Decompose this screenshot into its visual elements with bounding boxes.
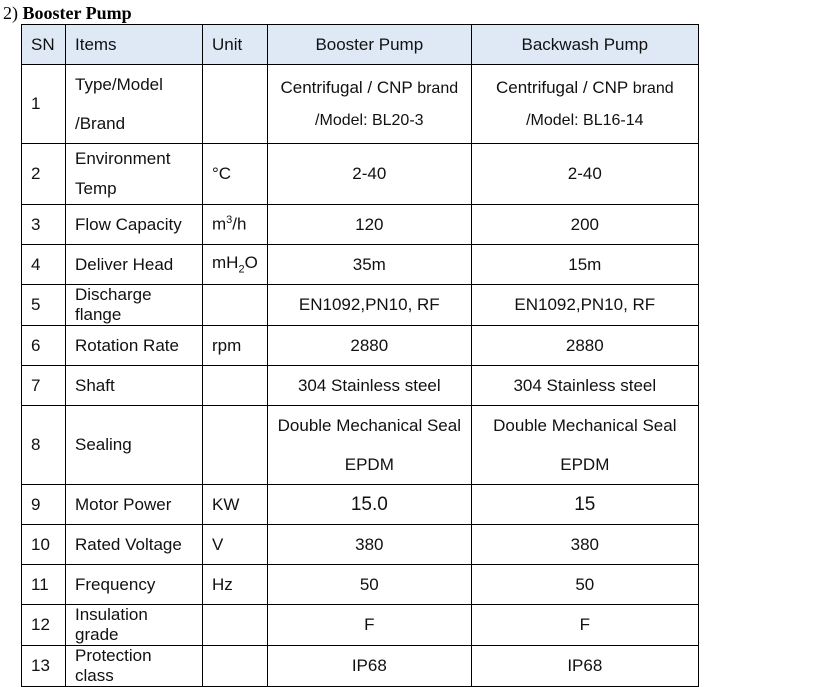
value-text: /Model: BL16-14 [526, 111, 644, 129]
cell-unit: Hz [203, 565, 268, 605]
value-text: EPDM [560, 455, 610, 474]
cell-backwash: 200 [471, 205, 698, 245]
item-line: Environment [75, 149, 171, 168]
cell-item: Rotation Rate [66, 326, 203, 366]
pump-spec-table [21, 24, 699, 687]
cell-unit [203, 406, 268, 485]
cell-sn: 8 [22, 406, 66, 485]
value-text: Centrifugal / CNP [496, 77, 633, 97]
cell-unit [203, 366, 268, 406]
table-row [22, 366, 699, 406]
cell-item: Shaft [66, 366, 203, 406]
cell-booster: 35m [267, 245, 471, 285]
table-row [22, 285, 699, 326]
cell-sn: 11 [22, 565, 66, 605]
table-row [22, 144, 699, 205]
cell-backwash: 380 [471, 525, 698, 565]
unit-text: m [212, 214, 227, 234]
cell-sn: 9 [22, 485, 66, 525]
section-title: Booster Pump [22, 3, 132, 23]
cell-item: Motor Power [66, 485, 203, 525]
value-text: Centrifugal / CNP [280, 77, 418, 97]
cell-backwash: 50 [471, 565, 698, 605]
cell-backwash: F [471, 605, 698, 646]
header-booster-pump: Booster Pump [267, 25, 471, 65]
value-text: /Model: BL20-3 [315, 111, 424, 129]
cell-sn: 10 [22, 525, 66, 565]
item-line: Temp [75, 179, 117, 198]
value-text: Double Mechanical Seal [493, 416, 677, 435]
header-items: Items [66, 25, 203, 65]
cell-sn: 13 [22, 646, 66, 687]
value-text: brand [632, 79, 674, 97]
table-row [22, 406, 699, 485]
cell-item: Rated Voltage [66, 525, 203, 565]
cell-unit [203, 65, 268, 144]
cell-unit: KW [203, 485, 268, 525]
cell-booster: 2880 [267, 326, 471, 366]
header-unit: Unit [203, 25, 268, 65]
cell-booster: 50 [267, 565, 471, 605]
cell-backwash: 2-40 [471, 144, 698, 205]
item-line: /Brand [75, 114, 126, 133]
cell-booster [267, 65, 471, 144]
cell-item: Discharge flange [66, 285, 203, 326]
cell-sn: 3 [22, 205, 66, 245]
table-row [22, 65, 699, 144]
cell-booster: 15.0 [267, 485, 471, 525]
table-header-row [22, 25, 699, 65]
cell-sn: 6 [22, 326, 66, 366]
cell-backwash: IP68 [471, 646, 698, 687]
cell-sn: 4 [22, 245, 66, 285]
cell-booster: 2-40 [267, 144, 471, 205]
cell-booster: 304 Stainless steel [267, 366, 471, 406]
cell-sn: 7 [22, 366, 66, 406]
cell-sn: 5 [22, 285, 66, 326]
cell-unit [203, 205, 268, 245]
cell-unit: °C [203, 144, 268, 205]
table-row [22, 525, 699, 565]
unit-text: mH [212, 253, 239, 273]
cell-booster: 120 [267, 205, 471, 245]
cell-backwash [471, 406, 698, 485]
unit-text: O [244, 253, 258, 273]
cell-backwash: EN1092,PN10, RF [471, 285, 698, 326]
table-row [22, 646, 699, 687]
table-row [22, 205, 699, 245]
cell-booster [267, 406, 471, 485]
cell-unit: V [203, 525, 268, 565]
cell-backwash: 15m [471, 245, 698, 285]
cell-unit: rpm [203, 326, 268, 366]
unit-superscript: 3 [226, 214, 233, 227]
cell-sn: 1 [22, 65, 66, 144]
cell-unit [203, 245, 268, 285]
unit-text: /h [232, 214, 247, 234]
section-number: 2) [3, 3, 23, 23]
table-row [22, 565, 699, 605]
table-row [22, 245, 699, 285]
cell-item: Flow Capacity [66, 205, 203, 245]
cell-item: Protection class [66, 646, 203, 687]
cell-backwash: 2880 [471, 326, 698, 366]
cell-item: Insulation grade [66, 605, 203, 646]
item-line: Type/Model [75, 75, 163, 94]
cell-item: Frequency [66, 565, 203, 605]
cell-item: Deliver Head [66, 245, 203, 285]
cell-booster: EN1092,PN10, RF [267, 285, 471, 326]
cell-backwash: 15 [471, 485, 698, 525]
cell-sn: 12 [22, 605, 66, 646]
table-row [22, 485, 699, 525]
section-heading [3, 2, 132, 24]
header-sn: SN [22, 25, 66, 65]
cell-item [66, 144, 203, 205]
cell-backwash [471, 65, 698, 144]
cell-booster: F [267, 605, 471, 646]
value-text: Double Mechanical Seal [277, 416, 461, 435]
cell-item [66, 65, 203, 144]
cell-booster: 380 [267, 525, 471, 565]
unit-subscript: 2 [238, 263, 245, 276]
cell-unit [203, 605, 268, 646]
cell-backwash: 304 Stainless steel [471, 366, 698, 406]
value-text: brand [417, 79, 459, 97]
cell-booster: IP68 [267, 646, 471, 687]
cell-sn: 2 [22, 144, 66, 205]
value-text: EPDM [344, 455, 394, 474]
cell-unit [203, 646, 268, 687]
table-row [22, 605, 699, 646]
table-row [22, 326, 699, 366]
header-backwash-pump: Backwash Pump [471, 25, 698, 65]
cell-unit [203, 285, 268, 326]
cell-item: Sealing [66, 406, 203, 485]
